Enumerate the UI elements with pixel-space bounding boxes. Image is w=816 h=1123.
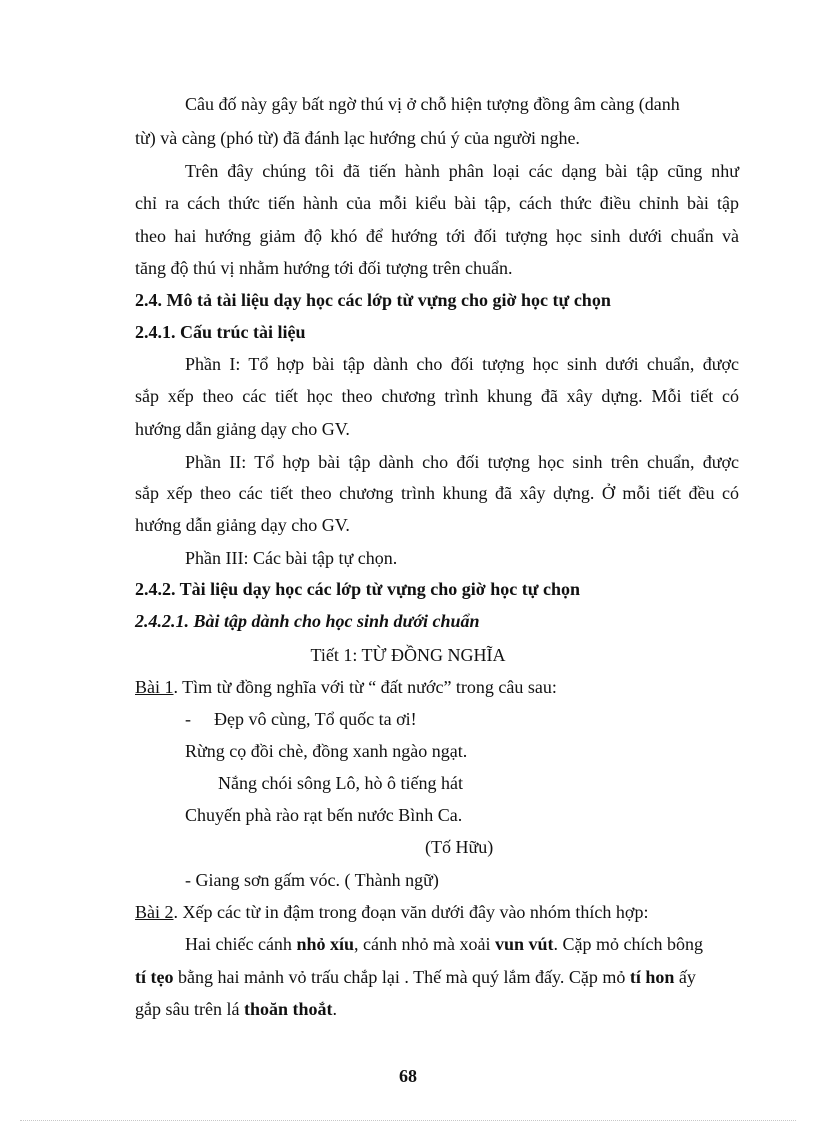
paragraph-line — [185, 932, 703, 956]
paragraph-line: Phần II: Tổ hợp bài tập dành cho đối tượng học sinh trên chuẩn, được — [185, 452, 739, 472]
exercise-label: Bài 1 — [135, 677, 174, 697]
bold-word: nhỏ xíu — [296, 934, 354, 954]
poem-line: Nắng chói sông Lô, hò ô tiếng hát — [218, 773, 463, 793]
paragraph-line: Phần I: Tổ hợp bài tập dành cho đối tượng học sinh dưới chuẩn, được — [185, 354, 739, 374]
exercise-label: Bài 2 — [135, 902, 174, 922]
exercise-1 — [135, 675, 557, 699]
page-number: 68 — [399, 1066, 417, 1086]
exercise-text: . Tìm từ đồng nghĩa với từ “ đất nước” trong câu sau: — [173, 677, 557, 697]
bold-word: tí tẹo — [135, 967, 174, 987]
text-run: , cánh nhỏ mà xoải — [353, 934, 495, 954]
poem-line: Đẹp vô cùng, Tổ quốc ta ơi! — [214, 709, 417, 729]
section-heading-2-4-1: 2.4.1. Cấu trúc tài liệu — [135, 322, 306, 342]
exercise-text: . Xếp các từ in đậm trong đoạn văn dưới đây vào nhóm thích hợp: — [173, 902, 649, 922]
text-run: . Cặp mỏ chích bông — [553, 934, 703, 954]
footer-divider — [20, 1120, 796, 1121]
paragraph-line: theo hai hướng giảm độ khó để hướng tới đối tượng học sinh dưới chuẩn và — [135, 226, 739, 246]
paragraph-line — [135, 965, 696, 989]
paragraph-line: sắp xếp theo các tiết học theo chương trình khung đã xây dựng. Mỗi tiết có — [135, 386, 739, 406]
poem-line: Chuyến phà rào rạt bến nước Bình Ca. — [185, 805, 463, 825]
exercise-2 — [135, 900, 648, 924]
section-heading-2-4-2-1: 2.4.2.1. Bài tập dành cho học sinh dưới chuẩn — [135, 611, 480, 631]
paragraph-line: hướng dẫn giảng dạy cho GV. — [135, 419, 350, 439]
text-run: Hai chiếc cánh — [185, 934, 297, 954]
text-run: gắp sâu trên lá — [135, 999, 244, 1019]
section-heading-2-4: 2.4. Mô tả tài liệu dạy học các lớp từ vựng cho giờ học tự chọn — [135, 290, 611, 310]
bullet-dash: - — [185, 709, 191, 729]
bold-word: tí hon — [629, 967, 675, 987]
text-run: . — [332, 999, 337, 1019]
paragraph-line: chỉ ra cách thức tiến hành của mỗi kiểu bài tập, cách thức điều chỉnh bài tập — [135, 193, 739, 213]
paragraph-line: sắp xếp theo các tiết theo chương trình khung đã xây dựng. Ở mỗi tiết đều có — [135, 483, 739, 503]
poem-line: Rừng cọ đồi chè, đồng xanh ngào ngạt. — [185, 741, 468, 761]
paragraph-line: tăng độ thú vị nhằm hướng tới đối tượng trên chuẩn. — [135, 258, 513, 278]
paragraph-line: Phần III: Các bài tập tự chọn. — [185, 548, 398, 568]
poem-author: (Tố Hữu) — [425, 837, 494, 857]
idiom-line: - Giang sơn gấm vóc. ( Thành ngữ) — [185, 870, 439, 890]
paragraph-line: từ) và càng (phó từ) đã đánh lạc hướng chú ý của người nghe. — [135, 128, 580, 148]
text-run: ấy — [674, 967, 696, 987]
paragraph-line: hướng dẫn giảng dạy cho GV. — [135, 515, 350, 535]
bold-word: thoăn thoắt — [243, 999, 333, 1019]
lesson-title: Tiết 1: TỪ ĐỒNG NGHĨA — [310, 645, 506, 665]
paragraph-line: Câu đố này gây bất ngờ thú vị ở chỗ hiện tượng đồng âm càng (danh — [185, 94, 680, 114]
bold-word: vun vút — [494, 934, 554, 954]
paragraph-line: Trên đây chúng tôi đã tiến hành phân loại các dạng bài tập cũng như — [185, 161, 739, 181]
paragraph-line — [135, 997, 337, 1021]
section-heading-2-4-2: 2.4.2. Tài liệu dạy học các lớp từ vựng cho giờ học tự chọn — [135, 579, 581, 599]
text-run: bằng hai mảnh vỏ trấu chắp lại . Thế mà quý lắm đấy. Cặp mỏ — [173, 967, 630, 987]
